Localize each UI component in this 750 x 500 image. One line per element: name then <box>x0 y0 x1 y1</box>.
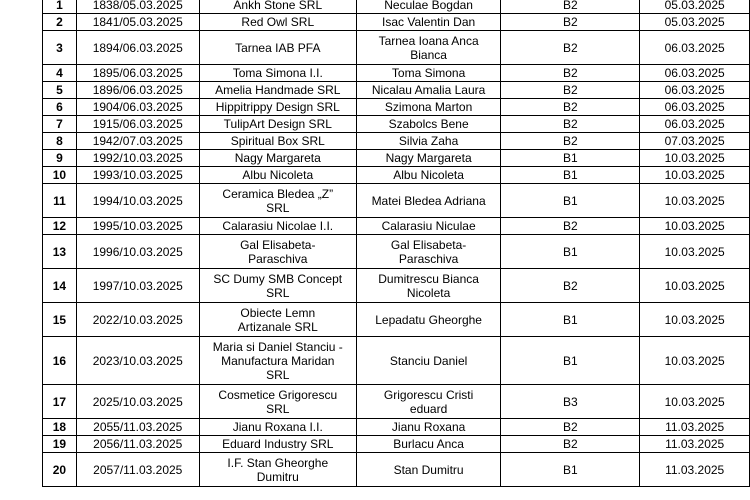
registration-cell: 1894/06.03.2025 <box>76 31 199 65</box>
company-cell-line: Red Owl SRL <box>241 15 315 29</box>
date-cell: 10.03.2025 <box>640 167 750 184</box>
person-cell <box>356 82 500 99</box>
category-cell: B2 <box>501 65 640 82</box>
date-cell: 11.03.2025 <box>640 419 750 436</box>
row-number-cell: 10 <box>43 167 77 184</box>
document-page <box>42 0 750 487</box>
company-cell-line: Hippitrippy Design SRL <box>215 100 340 114</box>
person-cell-line: Albu Nicoleta <box>393 168 464 182</box>
date-cell: 06.03.2025 <box>640 82 750 99</box>
company-cell-line: Maria si Daniel Stanciu - <box>212 339 343 354</box>
registration-cell: 1995/10.03.2025 <box>76 218 199 235</box>
table-row <box>43 337 750 385</box>
category-cell: B1 <box>501 184 640 218</box>
person-cell <box>356 337 500 385</box>
person-cell <box>356 385 500 419</box>
row-number-cell: 16 <box>43 337 77 385</box>
person-cell <box>356 133 500 150</box>
person-cell-line: Paraschiva <box>398 251 459 266</box>
person-cell-line: Dumitrescu Bianca <box>378 271 479 286</box>
company-cell-line: SC Dumy SMB Concept <box>213 271 343 286</box>
person-cell-line: Nicoleta <box>406 285 451 300</box>
company-cell-line: Dumitru <box>256 469 299 484</box>
person-cell <box>356 235 500 269</box>
company-cell <box>199 116 356 133</box>
table-row <box>43 184 750 218</box>
date-cell: 06.03.2025 <box>640 116 750 133</box>
registration-cell: 1994/10.03.2025 <box>76 184 199 218</box>
person-cell-line: Szimona Marton <box>384 100 473 114</box>
person-cell-line: Stanciu Daniel <box>389 353 468 368</box>
date-cell: 05.03.2025 <box>640 0 750 14</box>
date-cell: 11.03.2025 <box>640 436 750 453</box>
company-cell <box>199 184 356 218</box>
date-cell: 06.03.2025 <box>640 31 750 65</box>
row-number-cell: 2 <box>43 14 77 31</box>
row-number-cell: 13 <box>43 235 77 269</box>
category-cell: B2 <box>501 99 640 116</box>
company-cell <box>199 453 356 487</box>
category-cell: B1 <box>501 337 640 385</box>
row-number-cell: 5 <box>43 82 77 99</box>
company-cell-line: Artizanale SRL <box>237 319 318 334</box>
registration-cell: 1992/10.03.2025 <box>76 150 199 167</box>
table-row <box>43 218 750 235</box>
category-cell: B1 <box>501 167 640 184</box>
registration-cell: 1993/10.03.2025 <box>76 167 199 184</box>
registration-cell: 2056/11.03.2025 <box>76 436 199 453</box>
date-cell: 10.03.2025 <box>640 269 750 303</box>
person-cell <box>356 14 500 31</box>
category-cell: B2 <box>501 14 640 31</box>
company-cell-line: SRL <box>266 401 290 416</box>
table-row <box>43 133 750 150</box>
company-cell-line: Nagy Margareta <box>234 151 321 165</box>
company-cell <box>199 31 356 65</box>
company-cell <box>199 82 356 99</box>
table-row <box>43 150 750 167</box>
company-cell-line: Paraschiva <box>248 251 308 266</box>
person-cell-line: Matei Bledea Adriana <box>371 193 486 208</box>
person-cell-line: Szabolcs Bene <box>388 117 469 131</box>
table-row <box>43 0 750 14</box>
person-cell <box>356 65 500 82</box>
date-cell: 06.03.2025 <box>640 65 750 82</box>
date-cell: 10.03.2025 <box>640 218 750 235</box>
category-cell: B1 <box>501 453 640 487</box>
category-cell: B2 <box>501 0 640 14</box>
date-cell: 10.03.2025 <box>640 235 750 269</box>
registration-cell: 1915/06.03.2025 <box>76 116 199 133</box>
row-number-cell: 15 <box>43 303 77 337</box>
company-cell-line: Albu Nicoleta <box>242 168 314 182</box>
category-cell: B2 <box>501 269 640 303</box>
person-cell-line: Grigorescu Cristi <box>383 387 474 402</box>
category-cell: B2 <box>501 436 640 453</box>
table-row <box>43 303 750 337</box>
person-cell-line: Neculae Bogdan <box>384 0 473 12</box>
company-cell-line: Ankh Stone SRL <box>233 0 323 12</box>
person-cell <box>356 116 500 133</box>
person-cell-line: Silvia Zaha <box>398 134 459 148</box>
registration-cell: 1841/05.03.2025 <box>76 14 199 31</box>
company-cell-line: Obiecte Lemn <box>240 305 316 320</box>
registration-cell: 2057/11.03.2025 <box>76 453 199 487</box>
company-cell-line: Calarasiu Nicolae I.I. <box>222 219 334 233</box>
date-cell: 05.03.2025 <box>640 14 750 31</box>
date-cell: 11.03.2025 <box>640 453 750 487</box>
company-cell <box>199 385 356 419</box>
row-number-cell: 11 <box>43 184 77 218</box>
person-cell <box>356 269 500 303</box>
row-number-cell: 12 <box>43 218 77 235</box>
person-cell <box>356 303 500 337</box>
registry-table <box>42 0 750 487</box>
row-number-cell: 18 <box>43 419 77 436</box>
company-cell <box>199 0 356 14</box>
person-cell-line: Calarasiu Niculae <box>381 219 476 233</box>
table-row <box>43 385 750 419</box>
company-cell-line: I.F. Stan Gheorghe <box>227 455 329 470</box>
person-cell-line: Nagy Margareta <box>385 151 472 165</box>
person-cell <box>356 99 500 116</box>
table-row <box>43 65 750 82</box>
row-number-cell: 4 <box>43 65 77 82</box>
registry-table-body <box>43 0 750 487</box>
person-cell <box>356 31 500 65</box>
date-cell: 10.03.2025 <box>640 337 750 385</box>
category-cell: B2 <box>501 133 640 150</box>
registration-cell: 1904/06.03.2025 <box>76 99 199 116</box>
row-number-cell: 17 <box>43 385 77 419</box>
person-cell-line: Tarnea Ioana Anca <box>378 33 479 48</box>
company-cell-line: Manufactura Maridan <box>221 353 335 368</box>
person-cell <box>356 184 500 218</box>
table-row <box>43 235 750 269</box>
row-number-cell: 9 <box>43 150 77 167</box>
date-cell: 06.03.2025 <box>640 99 750 116</box>
company-cell-line: SRL <box>266 200 290 215</box>
person-cell <box>356 218 500 235</box>
table-row <box>43 167 750 184</box>
person-cell <box>356 167 500 184</box>
registration-cell: 1896/06.03.2025 <box>76 82 199 99</box>
table-row <box>43 82 750 99</box>
company-cell-line: TulipArt Design SRL <box>223 117 332 131</box>
person-cell-line: Jianu Roxana <box>391 420 466 434</box>
table-row <box>43 453 750 487</box>
table-row <box>43 14 750 31</box>
date-cell: 10.03.2025 <box>640 303 750 337</box>
category-cell: B3 <box>501 385 640 419</box>
company-cell <box>199 235 356 269</box>
company-cell <box>199 167 356 184</box>
registration-cell: 1895/06.03.2025 <box>76 65 199 82</box>
company-cell <box>199 436 356 453</box>
table-row <box>43 99 750 116</box>
row-number-cell: 7 <box>43 116 77 133</box>
person-cell <box>356 436 500 453</box>
registration-cell: 2025/10.03.2025 <box>76 385 199 419</box>
registration-cell: 1838/05.03.2025 <box>76 0 199 14</box>
category-cell: B2 <box>501 419 640 436</box>
date-cell: 07.03.2025 <box>640 133 750 150</box>
category-cell: B1 <box>501 235 640 269</box>
company-cell <box>199 218 356 235</box>
company-cell-line: SRL <box>266 285 290 300</box>
person-cell-line: Gal Elisabeta- <box>390 237 467 252</box>
company-cell <box>199 65 356 82</box>
table-row <box>43 116 750 133</box>
company-cell-line: Cosmetice Grigorescu <box>218 387 338 402</box>
company-cell <box>199 337 356 385</box>
company-cell-line: SRL <box>266 367 290 382</box>
company-cell <box>199 419 356 436</box>
company-cell-line: Amelia Handmade SRL <box>215 83 341 97</box>
company-cell-line: Tarnea IAB PFA <box>235 40 321 55</box>
category-cell: B2 <box>501 218 640 235</box>
company-cell-line: Toma Simona I.I. <box>232 66 323 80</box>
date-cell: 10.03.2025 <box>640 184 750 218</box>
company-cell <box>199 133 356 150</box>
person-cell-line: Toma Simona <box>391 66 466 80</box>
row-number-cell: 14 <box>43 269 77 303</box>
registration-cell: 1942/07.03.2025 <box>76 133 199 150</box>
person-cell-line: Isac Valentin Dan <box>382 15 476 29</box>
registration-cell: 2022/10.03.2025 <box>76 303 199 337</box>
category-cell: B2 <box>501 31 640 65</box>
person-cell-line: Burlacu Anca <box>393 437 464 451</box>
table-row <box>43 436 750 453</box>
category-cell: B2 <box>501 116 640 133</box>
row-number-cell: 3 <box>43 31 77 65</box>
company-cell-line: Spiritual Box SRL <box>230 134 325 148</box>
company-cell-line: Jianu Roxana I.I. <box>232 420 323 434</box>
person-cell <box>356 419 500 436</box>
company-cell <box>199 150 356 167</box>
category-cell: B2 <box>501 82 640 99</box>
row-number-cell: 19 <box>43 436 77 453</box>
person-cell-line: Nicalau Amalia Laura <box>371 83 486 97</box>
person-cell <box>356 0 500 14</box>
registration-cell: 1997/10.03.2025 <box>76 269 199 303</box>
registration-cell: 2023/10.03.2025 <box>76 337 199 385</box>
person-cell-line: Bianca <box>410 47 447 62</box>
table-row <box>43 31 750 65</box>
company-cell <box>199 269 356 303</box>
company-cell <box>199 14 356 31</box>
category-cell: B1 <box>501 150 640 167</box>
row-number-cell: 8 <box>43 133 77 150</box>
person-cell <box>356 453 500 487</box>
row-number-cell: 1 <box>43 0 77 14</box>
row-number-cell: 6 <box>43 99 77 116</box>
company-cell <box>199 303 356 337</box>
row-number-cell: 20 <box>43 453 77 487</box>
company-cell-line: Gal Elisabeta- <box>240 237 316 252</box>
company-cell-line: Eduard Industry SRL <box>222 437 334 451</box>
person-cell-line: eduard <box>409 401 448 416</box>
table-row <box>43 419 750 436</box>
registration-cell: 2055/11.03.2025 <box>76 419 199 436</box>
person-cell-line: Lepadatu Gheorghe <box>375 312 482 327</box>
registration-cell: 1996/10.03.2025 <box>76 235 199 269</box>
date-cell: 10.03.2025 <box>640 385 750 419</box>
date-cell: 10.03.2025 <box>640 150 750 167</box>
company-cell-line: Ceramica Bledea „Z” <box>222 186 334 201</box>
person-cell-line: Stan Dumitru <box>393 462 464 477</box>
company-cell <box>199 99 356 116</box>
category-cell: B1 <box>501 303 640 337</box>
table-row <box>43 269 750 303</box>
person-cell <box>356 150 500 167</box>
